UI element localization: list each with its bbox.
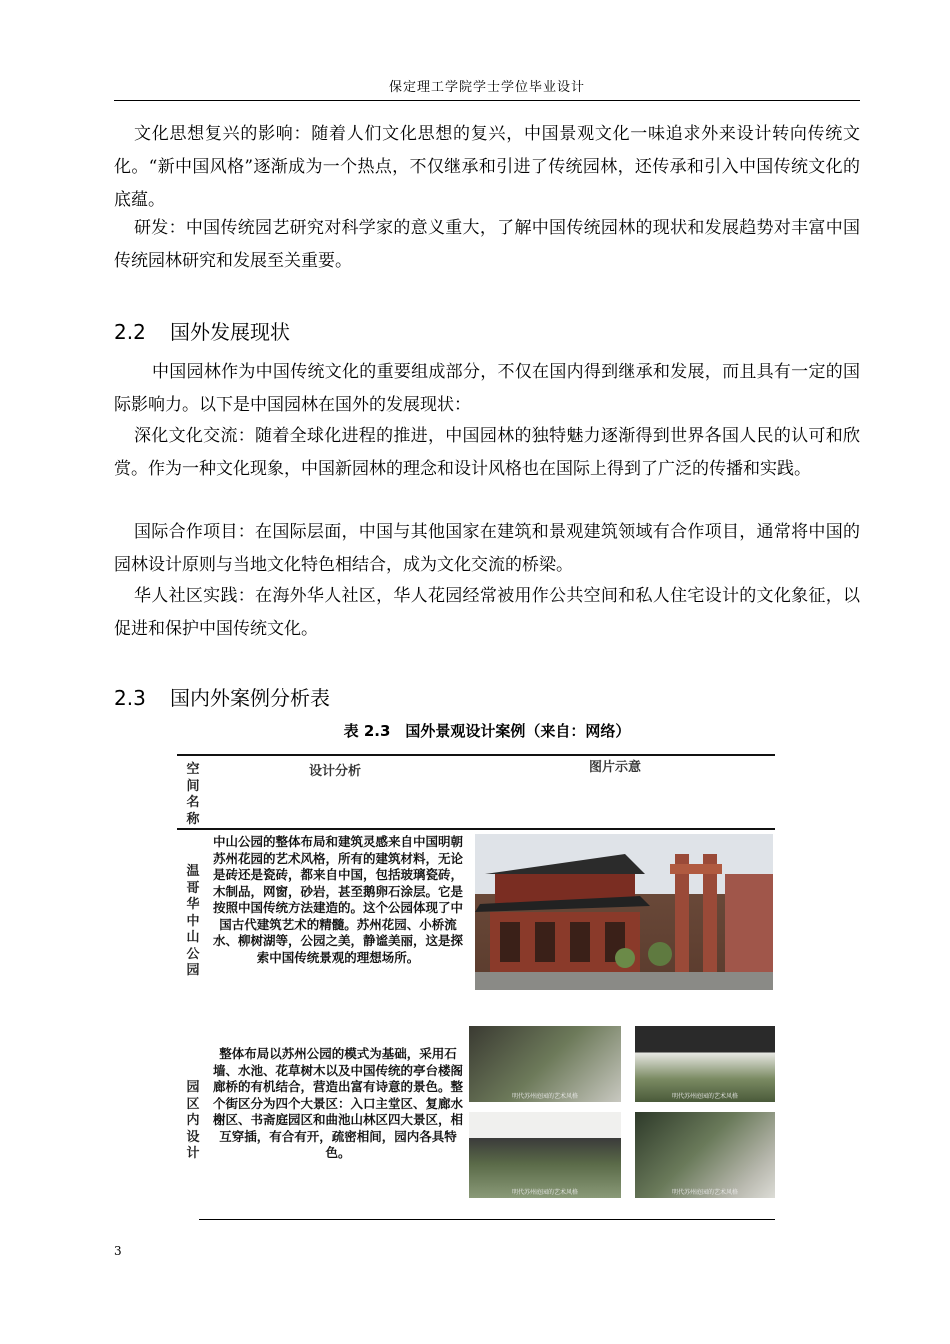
- row-space-zhongshan: 温哥华中山公园: [186, 864, 200, 978]
- row-space-park-design: 园区内设计: [186, 1080, 200, 1161]
- table-caption: 表 2.3 国外景观设计案例（来自：网络）: [343, 722, 631, 740]
- photo-caption: 明代苏州庭园的艺术风格: [671, 1189, 738, 1196]
- section-title: 国内外案例分析表: [170, 686, 330, 710]
- garden-photo-3: [469, 1112, 621, 1198]
- paragraph-overseas-intro: 中国园林作为中国传统文化的重要组成部分，不仅在国内得到继承和发展，而且具有一定的国际影响力。以下是中国园林在国外的发展现状：: [114, 362, 860, 415]
- paragraph-culture-revival: 文化思想复兴的影响：随着人们文化思想的复兴，中国景观文化一味追求外来设计转向传统文化。“新中国风格”逐渐成为一个热点，不仅继承和引进了传统园林，还传承和引入中国传统文化的底蕴。: [114, 124, 860, 210]
- garden-photo-4: [635, 1112, 775, 1198]
- photo-caption: 明代苏州庭园的艺术风格: [511, 1093, 578, 1100]
- section-number: 2.3: [114, 686, 146, 710]
- garden-photo-2: [635, 1026, 775, 1102]
- header-image: 图片示意: [589, 760, 642, 775]
- paragraph-chinese-community: 华人社区实践：在海外华人社区，华人花园经常被用作公共空间和私人住宅设计的文化象征，以促进和保护中国传统文化。: [114, 586, 860, 639]
- garden-photo-1: [469, 1026, 621, 1102]
- header-rule: [114, 100, 860, 101]
- section-heading-2-3: [114, 682, 330, 711]
- case-analysis-table: [177, 752, 775, 1224]
- table-top-rule: [177, 754, 775, 756]
- paragraph-cultural-exchange: 深化文化交流：随着全球化进程的推进，中国园林的独特魅力逐渐得到世界各国人民的认可和欣赏。作为一种文化现象，中国新园林的理念和设计风格也在国际上得到了广泛的传播和实践。: [114, 426, 860, 479]
- page-number: 3: [114, 1244, 122, 1258]
- photo-caption: 明代苏州庭园的艺术风格: [511, 1189, 578, 1196]
- photo-caption: 明代苏州庭园的艺术风格: [671, 1093, 738, 1100]
- header-design-analysis: 设计分析: [309, 764, 362, 779]
- section-number: 2.2: [114, 320, 146, 344]
- row-analysis-park-design: 整体布局以苏州公园的模式为基础，采用石墙、水池、花草树木以及中国传统的亭台楼阁廊桥的有机结合，营造出富有诗意的景色。整个街区分为四个大景区：入口主堂区、复廊水榭区、书斋庭园区和曲池山林区四大景区，相互穿插，有合有开，疏密相间，园内各具特色。: [213, 1046, 464, 1160]
- page-header-title: 保定理工学院学士学位毕业设计: [388, 80, 585, 95]
- row-analysis-zhongshan: 中山公园的整体布局和建筑灵感来自中国明朝苏州花园的艺术风格，所有的建筑材料，无论是砖还是瓷砖，都来自中国，包括玻璃瓷砖，木制品，网窗，砂岩，甚至鹅卵石涂层。它是按照中国传统方法建造的。这个公园体现了中国古代建筑艺术的精髓。苏州花园、小桥流水、柳树湖等，公园之美，静谧美丽，这是探索中国传统景观的理想场所。: [213, 834, 464, 965]
- table-header-rule: [177, 828, 775, 830]
- zhongshan-park-photo: [475, 834, 773, 990]
- paragraph-research: 研发：中国传统园艺研究对科学家的意义重大，了解中国传统园林的现状和发展趋势对丰富中国传统园林研究和发展至关重要。: [114, 218, 860, 271]
- table-bottom-rule: [199, 1219, 775, 1220]
- section-title: 国外发展现状: [170, 320, 290, 344]
- section-heading-2-2: [114, 316, 290, 345]
- paragraph-international-cooperation: 国际合作项目：在国际层面，中国与其他国家在建筑和景观建筑领域有合作项目，通常将中国的园林设计原则与当地文化特色相结合，成为文化交流的桥梁。: [114, 522, 860, 575]
- chinese-building-illustration: [475, 834, 773, 990]
- header-space-name: 空间名称: [186, 762, 200, 827]
